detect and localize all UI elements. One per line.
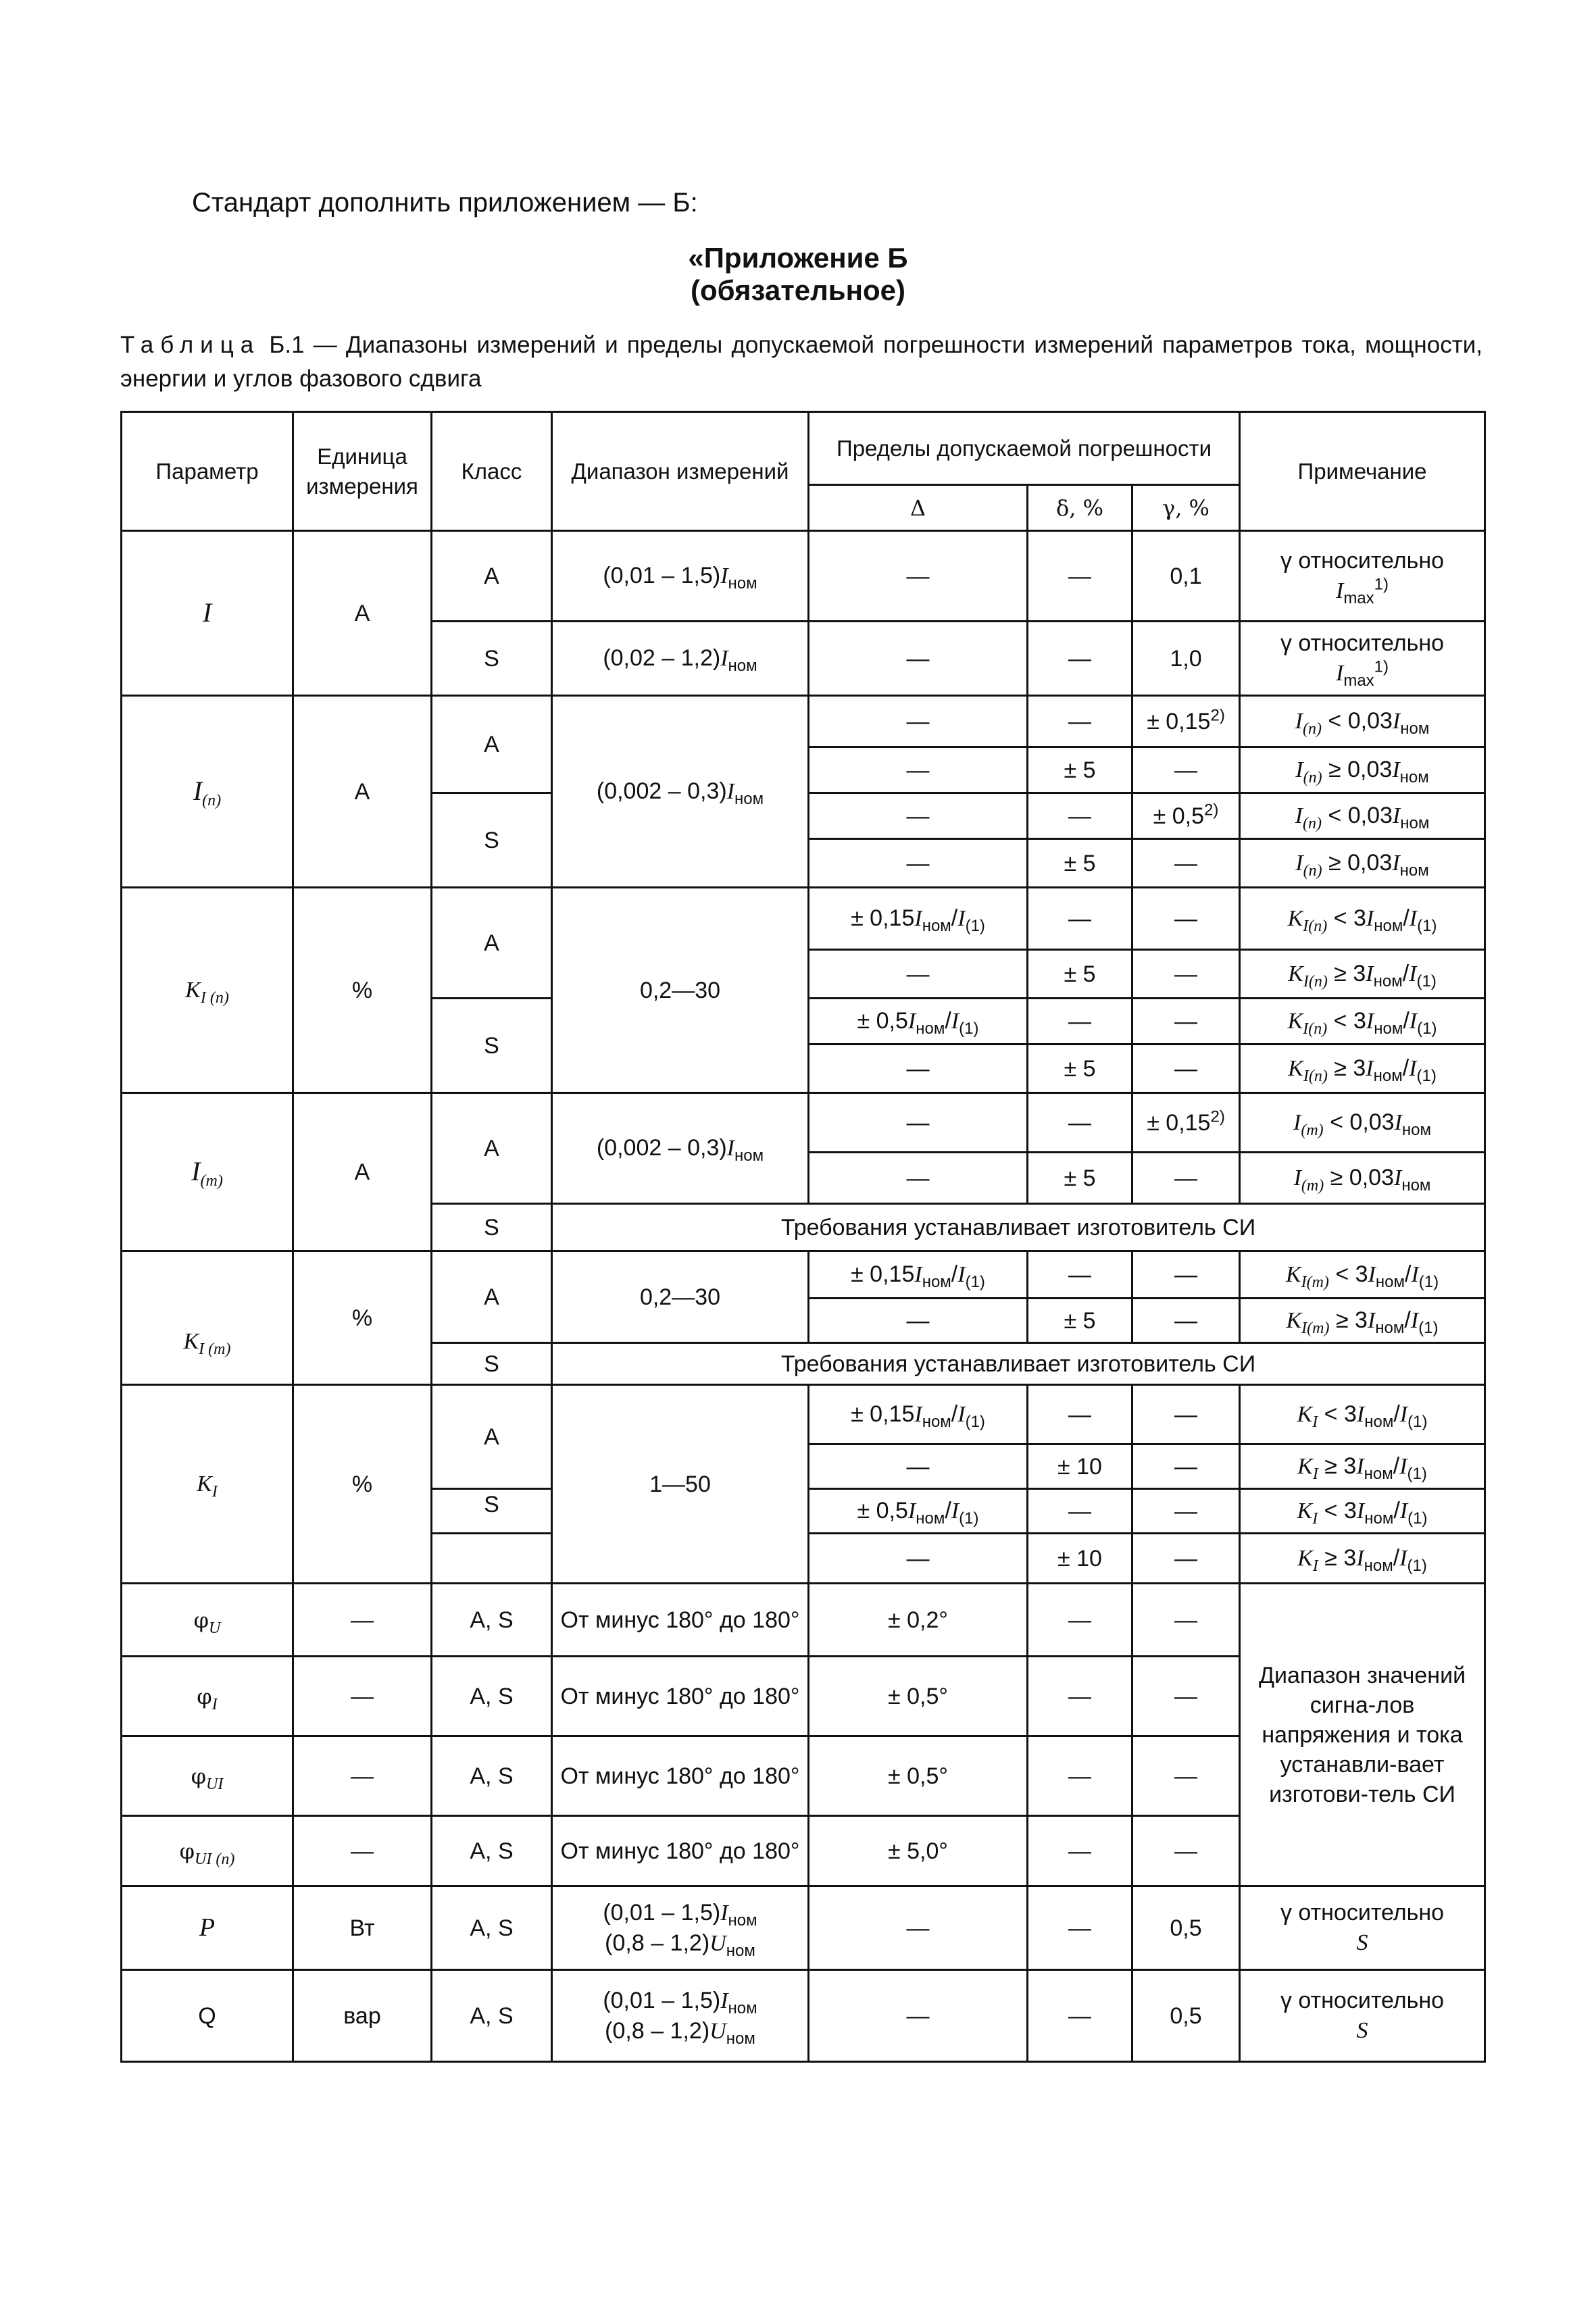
delta-rel-cell: — <box>1028 1886 1132 1970</box>
range-cell: От минус 180° до 180° <box>552 1657 809 1736</box>
delta-rel-cell: — <box>1028 1093 1132 1153</box>
note-cell: $K_I \ge 3I_{ном}/I_{(1)}$ <box>1240 1534 1485 1584</box>
class-cell: A, S <box>432 1584 552 1657</box>
header-range: Диапазон измерений <box>552 412 809 531</box>
header-delta-rel: δ, % <box>1028 485 1132 531</box>
param-i-n: $I_{(n)}$ <box>122 696 293 888</box>
note-cell: γ относительно $I_{max}^{1)}$ <box>1240 531 1485 622</box>
gamma-cell: — <box>1132 1251 1240 1299</box>
unit-cell: — <box>293 1736 432 1816</box>
param-phi-ui-n: $\varphi_{UI (n)}$ <box>122 1816 293 1886</box>
class-empty <box>432 1534 552 1584</box>
gamma-cell: — <box>1132 1045 1240 1093</box>
note-cell: γ относительно S <box>1240 1970 1485 2062</box>
gamma-cell: ± $0,15^{2)}$ <box>1132 1093 1240 1153</box>
delta-rel-cell: ± 5 <box>1028 1299 1132 1343</box>
param-phi-i: $\varphi_I$ <box>122 1657 293 1736</box>
delta-rel-cell: — <box>1028 1489 1132 1534</box>
appendix-subtitle: (обязательное) <box>690 274 905 306</box>
note-cell: $K_{I(m)} < 3I_{ном}/I_{(1)}$ <box>1240 1251 1485 1299</box>
note-cell: $K_{I(m)} \ge 3I_{ном}/I_{(1)}$ <box>1240 1299 1485 1343</box>
delta-rel-cell: ± 5 <box>1028 839 1132 888</box>
delta-rel-cell: — <box>1028 1251 1132 1299</box>
delta-cell: ± $0,15I_{ном}/I_{(1)}$ <box>809 888 1028 950</box>
unit-cell: A <box>293 531 432 696</box>
class-cell: A <box>432 696 552 793</box>
table-row <box>122 696 1485 747</box>
note-cell: $I_{(m)} \ge 0,03I_{ном}$ <box>1240 1153 1485 1204</box>
delta-cell: ± $0,5I_{ном}/I_{(1)}$ <box>809 1489 1028 1534</box>
delta-cell: — <box>809 696 1028 747</box>
unit-cell: — <box>293 1657 432 1736</box>
range-cell: От минус 180° до 180° <box>552 1816 809 1886</box>
delta-rel-cell: ± 10 <box>1028 1444 1132 1489</box>
param-p: P <box>122 1886 293 1970</box>
class-cell: S <box>432 793 552 888</box>
delta-cell: ± 0,2° <box>809 1584 1028 1657</box>
range-cell: $(0,02 - 1,2)I_{ном}$ <box>552 622 809 696</box>
unit-cell: вар <box>293 1970 432 2062</box>
gamma-cell: ± $0,15^{2)}$ <box>1132 696 1240 747</box>
note-cell: $I_{(n)} < 0,03I_{ном}$ <box>1240 793 1485 839</box>
class-cell: A <box>432 1093 552 1204</box>
range-cell: $(0,01 - 1,5)I_{ном}$ <box>552 531 809 622</box>
delta-cell: ± 0,5° <box>809 1736 1028 1816</box>
table-row <box>122 1584 1485 1657</box>
note-cell: $I_{(n)} \ge 0,03I_{ном}$ <box>1240 839 1485 888</box>
note-cell: $I_{(n)} < 0,03I_{ном}$ <box>1240 696 1485 747</box>
table-caption <box>120 328 1482 396</box>
note-cell: $I_{(n)} \ge 0,03I_{ном}$ <box>1240 747 1485 793</box>
param-i: I <box>122 531 293 696</box>
note-cell: $K_{I(n)} < 3I_{ном}/I_{(1)}$ <box>1240 888 1485 950</box>
range-cell: $(0,002 - 0,3)I_{ном}$ <box>552 696 809 888</box>
delta-cell: — <box>809 1444 1028 1489</box>
delta-rel-cell: — <box>1028 1970 1132 2062</box>
class-cell: S <box>432 622 552 696</box>
range-cell: $(0,01 - 1,5)I_{ном}$ $(0,8 - 1,2)U_{ном}$ <box>552 1886 809 1970</box>
note-cell: $I_{(m)} < 0,03I_{ном}$ <box>1240 1093 1485 1153</box>
range-cell: 0,2—30 <box>552 1251 809 1343</box>
range-cell: От минус 180° до 180° <box>552 1584 809 1657</box>
delta-rel-cell: — <box>1028 531 1132 622</box>
delta-rel-cell: — <box>1028 888 1132 950</box>
note-cell: $K_I < 3I_{ном}/I_{(1)}$ <box>1240 1385 1485 1444</box>
class-cell: A <box>432 1251 552 1343</box>
unit-cell: % <box>293 1385 432 1584</box>
measurement-table <box>120 411 1486 2063</box>
note-cell: $K_I < 3I_{ном}/I_{(1)}$ <box>1240 1489 1485 1534</box>
gamma-cell: — <box>1132 999 1240 1045</box>
gamma-cell: 1,0 <box>1132 622 1240 696</box>
delta-cell: ± 5,0° <box>809 1816 1028 1886</box>
gamma-cell: — <box>1132 747 1240 793</box>
gamma-cell: 0,5 <box>1132 1970 1240 2062</box>
param-k-i: $K_I$ <box>122 1385 293 1584</box>
phi-note-cell: Диапазон значений сигна-лов напряжения и тока устанавли-вает изготови-тель СИ <box>1240 1584 1485 1886</box>
class-cell: A, S <box>432 1736 552 1816</box>
note-cell: $K_{I(n)} \ge 3I_{ном}/I_{(1)}$ <box>1240 950 1485 999</box>
delta-cell: — <box>809 1886 1028 1970</box>
gamma-cell: — <box>1132 950 1240 999</box>
header-note: Примечание <box>1240 412 1485 531</box>
note-cell: γ относительно S <box>1240 1886 1485 1970</box>
gamma-cell: — <box>1132 1299 1240 1343</box>
delta-rel-cell: — <box>1028 1816 1132 1886</box>
gamma-cell: 0,1 <box>1132 531 1240 622</box>
range-cell: От минус 180° до 180° <box>552 1736 809 1816</box>
table-row <box>122 1970 1485 2062</box>
range-cell: 1—50 <box>552 1385 809 1584</box>
note-cell: $K_I \ge 3I_{ном}/I_{(1)}$ <box>1240 1444 1485 1489</box>
caption-label: Таблица <box>120 332 261 358</box>
delta-cell: — <box>809 1153 1028 1204</box>
delta-cell: — <box>809 531 1028 622</box>
unit-cell: — <box>293 1816 432 1886</box>
range-cell: $(0,01 - 1,5)I_{ном}$ $(0,8 - 1,2)U_{ном}$ <box>552 1970 809 2062</box>
unit-cell: A <box>293 696 432 888</box>
appendix-title: «Приложение Б <box>688 242 908 274</box>
delta-cell: ± $0,15I_{ном}/I_{(1)}$ <box>809 1251 1028 1299</box>
gamma-cell: — <box>1132 1657 1240 1736</box>
class-cell: A, S <box>432 1970 552 2062</box>
gamma-cell: — <box>1132 1534 1240 1584</box>
table-row <box>122 1886 1485 1970</box>
delta-rel-cell: — <box>1028 1385 1132 1444</box>
gamma-cell: 0,5 <box>1132 1886 1240 1970</box>
note-cell: γ относительно $I_{max}^{1)}$ <box>1240 622 1485 696</box>
param-phi-u: $\varphi_U$ <box>122 1584 293 1657</box>
class-cell: S <box>432 999 552 1093</box>
delta-rel-cell: ± 5 <box>1028 747 1132 793</box>
delta-cell: — <box>809 839 1028 888</box>
class-cell: A, S <box>432 1816 552 1886</box>
param-i-m: $I_{(m)}$ <box>122 1093 293 1251</box>
param-k-i-n: $K_{I (n)}$ <box>122 888 293 1093</box>
class-cell: S <box>432 1204 552 1251</box>
intro-text: Стандарт дополнить приложением — Б: <box>192 188 698 218</box>
unit-cell: % <box>293 1251 432 1385</box>
gamma-cell: ± $0,5^{2)}$ <box>1132 793 1240 839</box>
gamma-cell: — <box>1132 888 1240 950</box>
class-cell: S <box>432 1343 552 1385</box>
delta-cell: — <box>809 1045 1028 1093</box>
delta-cell: — <box>809 793 1028 839</box>
delta-cell: — <box>809 622 1028 696</box>
delta-rel-cell: — <box>1028 1736 1132 1816</box>
table-row <box>122 888 1485 950</box>
note-cell: $K_{I(n)} < 3I_{ном}/I_{(1)}$ <box>1240 999 1485 1045</box>
header-delta: Δ <box>809 485 1028 531</box>
class-cell: S <box>432 1489 552 1534</box>
header-param: Параметр <box>122 412 293 531</box>
caption-text: Б.1 — Диапазоны измерений и пределы допускаемой погрешности измерений параметров тока, мощности, энергии и углов фазового сдвига <box>120 332 1482 392</box>
delta-rel-cell: — <box>1028 622 1132 696</box>
header-unit: Единица измерения <box>293 412 432 531</box>
delta-rel-cell: ± 5 <box>1028 1153 1132 1204</box>
delta-cell: — <box>809 1970 1028 2062</box>
class-cell: A <box>432 1385 552 1489</box>
delta-rel-cell: — <box>1028 793 1132 839</box>
class-cell: A <box>432 888 552 999</box>
table-row <box>122 1251 1485 1299</box>
delta-rel-cell: ± 5 <box>1028 950 1132 999</box>
delta-rel-cell: — <box>1028 999 1132 1045</box>
class-cell: A <box>432 531 552 622</box>
delta-cell: — <box>809 1534 1028 1584</box>
table-row <box>122 1385 1485 1444</box>
param-phi-ui: $\varphi_{UI}$ <box>122 1736 293 1816</box>
delta-cell: ± 0,5° <box>809 1657 1028 1736</box>
delta-cell: ± $0,5I_{ном}/I_{(1)}$ <box>809 999 1028 1045</box>
range-cell: $(0,002 - 0,3)I_{ном}$ <box>552 1093 809 1204</box>
delta-cell: — <box>809 747 1028 793</box>
delta-cell: — <box>809 1299 1028 1343</box>
table-row <box>122 531 1485 622</box>
gamma-cell: — <box>1132 1385 1240 1444</box>
param-q: Q <box>122 1970 293 2062</box>
header-limits: Пределы допускаемой погрешности <box>809 412 1240 485</box>
gamma-cell: — <box>1132 1816 1240 1886</box>
delta-rel-cell: ± 10 <box>1028 1534 1132 1584</box>
unit-cell: Вт <box>293 1886 432 1970</box>
unit-cell: — <box>293 1584 432 1657</box>
header-gamma: γ, % <box>1132 485 1240 531</box>
gamma-cell: — <box>1132 839 1240 888</box>
header-row <box>122 412 1485 485</box>
range-cell: 0,2—30 <box>552 888 809 1093</box>
delta-rel-cell: — <box>1028 696 1132 747</box>
header-class: Класс <box>432 412 552 531</box>
class-cell: A, S <box>432 1886 552 1970</box>
class-cell: A, S <box>432 1657 552 1736</box>
delta-cell: — <box>809 1093 1028 1153</box>
gamma-cell: — <box>1132 1153 1240 1204</box>
delta-rel-cell: — <box>1028 1584 1132 1657</box>
unit-cell: A <box>293 1093 432 1251</box>
delta-rel-cell: — <box>1028 1657 1132 1736</box>
unit-cell: % <box>293 888 432 1093</box>
gamma-cell: — <box>1132 1444 1240 1489</box>
gamma-cell: — <box>1132 1736 1240 1816</box>
gamma-cell: — <box>1132 1584 1240 1657</box>
delta-cell: — <box>809 950 1028 999</box>
note-cell: $K_{I(n)} \ge 3I_{ном}/I_{(1)}$ <box>1240 1045 1485 1093</box>
param-k-i-m: $K_{I (m)}$ <box>122 1251 293 1385</box>
delta-cell: ± $0,15I_{ном}/I_{(1)}$ <box>809 1385 1028 1444</box>
delta-rel-cell: ± 5 <box>1028 1045 1132 1093</box>
requirement-cell: Требования устанавливает изготовитель СИ <box>552 1204 1485 1251</box>
requirement-cell: Требования устанавливает изготовитель СИ <box>552 1343 1485 1385</box>
gamma-cell: — <box>1132 1489 1240 1534</box>
table-row <box>122 1093 1485 1153</box>
